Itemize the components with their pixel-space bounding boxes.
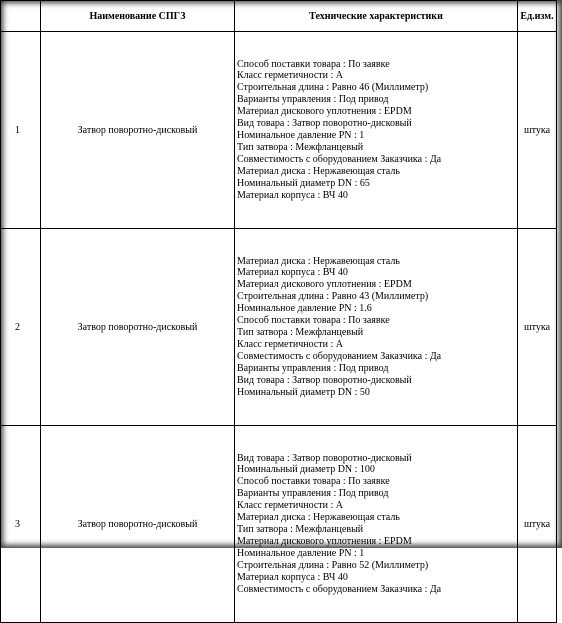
spec-line: Номинальное давление PN : 1.6: [237, 303, 372, 315]
spec-line: Номинальный диаметр DN : 50: [237, 386, 370, 398]
row-number: 2: [1, 229, 41, 426]
spec-line: Строительная длина : Равно 46 (Миллиметр): [237, 82, 429, 94]
table-row: [1, 229, 557, 426]
spec-line: Материал дискового уплотнения : EPDM: [237, 279, 412, 291]
spec-line: Номинальный диаметр DN : 100: [237, 464, 375, 476]
spec-line: Способ поставки товара : По заявке: [237, 58, 390, 70]
spec-line: Материал диска : Нержавеющая сталь: [237, 165, 400, 177]
spec-line: Материал диска : Нержавеющая сталь: [237, 255, 400, 267]
spec-line: Класс герметичности : А: [237, 338, 344, 350]
spec-line: Варианты управления : Под привод: [237, 362, 389, 374]
spec-line: Вид товара : Затвор поворотно-дисковый: [237, 374, 412, 386]
spec-line: Способ поставки товара : По заявке: [237, 476, 390, 488]
spec-line: Тип затвора : Межфланцевый: [237, 524, 364, 535]
spec-line: Варианты управления : Под привод: [237, 488, 389, 500]
spec-line: Класс герметичности : А: [237, 70, 344, 82]
spec-line: Материал корпуса : ВЧ 40: [237, 571, 348, 583]
table-row: [1, 32, 557, 229]
table-header-row: [1, 1, 557, 32]
table-row: [1, 426, 557, 623]
spec-line: Строительная длина : Равно 52 (Миллиметр): [237, 559, 429, 571]
row-specs: [235, 229, 518, 426]
row-name: Затвор поворотно-дисковый: [41, 32, 235, 229]
spec-line: Материал диска : Нержавеющая сталь: [237, 512, 400, 524]
row-specs: [235, 426, 518, 623]
spec-line: Номинальный диаметр DN : 65: [237, 177, 370, 189]
spec-line: Совместимость с оборудованием Заказчика : Да: [237, 153, 442, 165]
spec-line: Класс герметичности : А: [237, 500, 344, 512]
spec-line: Тип затвора : Межфланцевый: [237, 327, 364, 338]
spec-line: Материал дискового уплотнения : EPDM: [237, 535, 412, 547]
row-number: 3: [1, 426, 41, 623]
row-unit: штука: [518, 426, 557, 623]
header-name: Наименование СПГЗ: [41, 1, 235, 32]
header-specs: Технические характеристики: [235, 1, 518, 32]
spec-line: Вид товара : Затвор поворотно-дисковый: [237, 452, 412, 464]
header-number: [1, 1, 41, 32]
spec-line: Способ поставки товара : По заявке: [237, 315, 390, 327]
spec-line: Материал корпуса : ВЧ 40: [237, 267, 348, 279]
row-unit: штука: [518, 229, 557, 426]
row-name: Затвор поворотно-дисковый: [41, 229, 235, 426]
spec-line: Строительная длина : Равно 43 (Миллиметр): [237, 291, 429, 303]
spec-line: Номинальное давление PN : 1: [237, 130, 365, 141]
spec-line: Номинальное давление PN : 1: [237, 547, 365, 559]
spec-line: Совместимость с оборудованием Заказчика : Да: [237, 583, 442, 595]
spec-line: Материал корпуса : ВЧ 40: [237, 189, 348, 201]
header-unit: Ед.изм.: [518, 1, 557, 32]
spec-line: Материал дискового уплотнения : EPDM: [237, 106, 412, 118]
row-name: Затвор поворотно-дисковый: [41, 426, 235, 623]
spec-line: Совместимость с оборудованием Заказчика : Да: [237, 350, 442, 362]
row-specs: [235, 32, 518, 229]
row-unit: штука: [518, 32, 557, 229]
spec-line: Тип затвора : Межфланцевый: [237, 141, 364, 153]
spec-line: Варианты управления : Под привод: [237, 94, 389, 106]
spec-line: Вид товара : Затвор поворотно-дисковый: [237, 118, 412, 130]
row-number: 1: [1, 32, 41, 229]
